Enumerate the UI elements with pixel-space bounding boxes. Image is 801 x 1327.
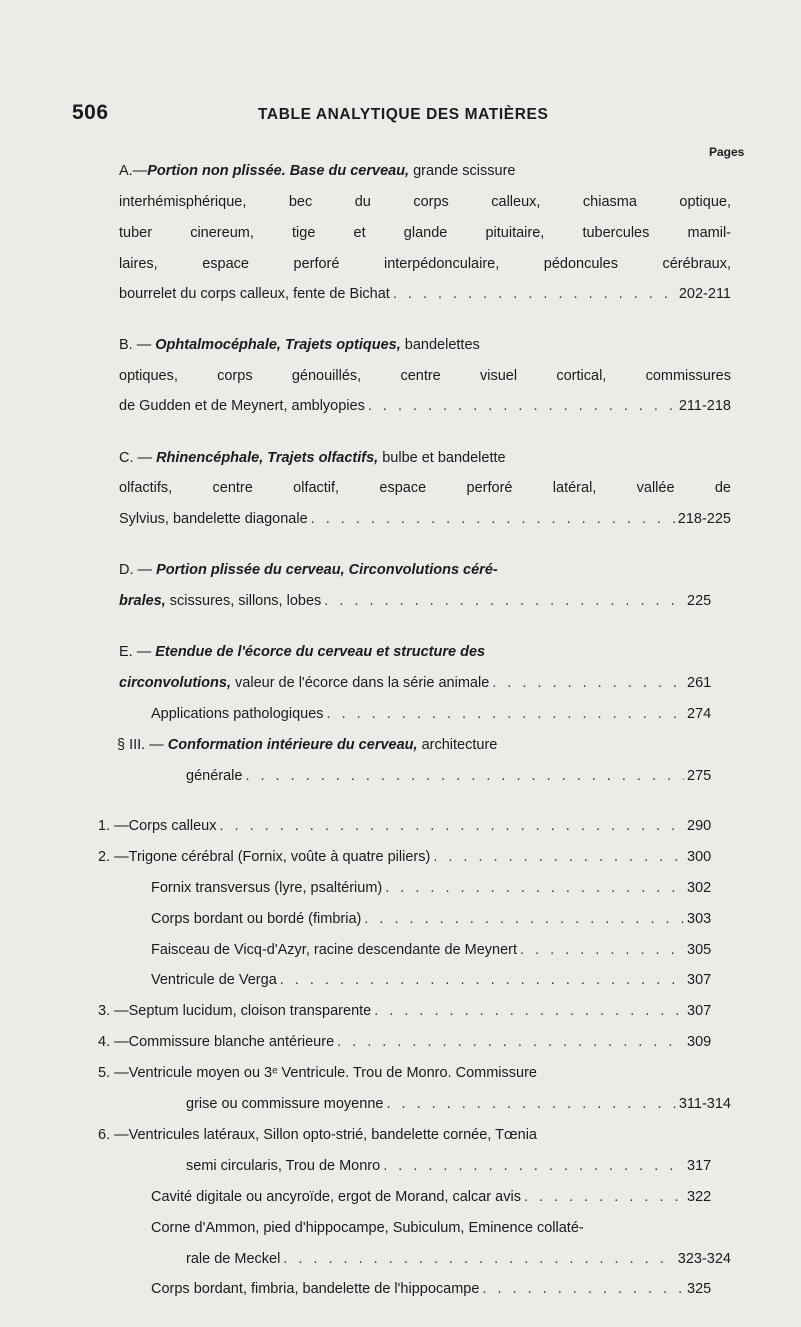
section-e-heading [119,642,731,662]
applications-entry [151,704,731,724]
entry-title: Corps calleux [128,818,217,834]
section-d-title-cont: brales, [119,593,166,609]
entry-text [98,816,216,836]
section-iii-line: architecture [417,737,498,753]
section-e-entry [119,673,731,693]
entry-title: Commissure blanche antérieure [128,1034,335,1050]
entry-title: semi circularis, Trou de Monro [186,1158,381,1174]
page-ref: 323-324 [677,1251,731,1267]
dot-leader [337,1032,684,1052]
entry-title: Corps bordant ou bordé (fimbria) [151,911,362,927]
entry-title: rale de Meckel [186,1251,281,1267]
section-c-line: olfactifs, centre olfactif, espace perforé latéral, vallée de [119,480,731,496]
dot-leader [364,909,684,929]
section-d-heading [119,560,731,580]
section-b-title: Ophtalmocéphale, Trajets optiques, [155,337,401,353]
toc-entry [98,1032,731,1052]
dot-leader [386,1094,675,1114]
page-ref: 307 [687,972,712,988]
entry-number: 6. — [98,1127,129,1143]
entry-text [98,1001,371,1021]
toc-entry: Corne d'Ammon, pied d'hippocampe, Subiculum, Eminence collaté- [151,1220,584,1236]
page-ref: 261 [687,675,712,691]
toc-entry [98,1001,731,1021]
dot-leader [311,509,675,529]
section-a-heading [119,161,731,181]
page-ref: 225 [687,593,712,609]
page-ref: 211-218 [678,398,731,414]
toc-entry [98,1125,731,1145]
section-a-line: tuber cinereum, tige et glande pituitaire, tubercules mamil- [119,225,731,241]
page-ref: 303 [687,911,712,927]
dot-leader [219,816,684,836]
running-title: TABLE ANALYTIQUE DES MATIÈRES [258,106,549,123]
section-e-title-cont: circonvolutions, [119,675,231,691]
dot-leader [324,591,684,611]
page-ref: 290 [687,818,712,834]
toc-entry [151,1187,731,1207]
section-d-title: Portion plissée du cerveau, Circonvolutions céré- [156,562,498,578]
page-ref: 311-314 [678,1096,731,1112]
section-a-line: grande scissure [409,163,516,179]
toc-entry [151,1279,731,1299]
section-a-line: laires, espace perforé interpédonculaire, pédoncules cérébraux, [119,256,731,272]
entry-number: 3. — [98,1003,129,1019]
page-ref: 274 [687,706,712,722]
page-ref: 275 [687,768,712,784]
entry-title: Septum lucidum, cloison transparente [128,1003,372,1019]
dot-leader [383,1156,684,1176]
pages-column-label: Pages [709,145,745,159]
section-a-title: Portion non plissée. Base du cerveau, [147,163,410,179]
entry-text [98,1032,334,1052]
page-ref: 322 [687,1189,712,1205]
section-d-label: D. — [119,562,157,578]
section-c-line: bulbe et bandelette [378,450,506,466]
entry-number: 1. — [98,818,129,834]
page-ref: 202-211 [678,286,731,302]
dot-leader [492,673,684,693]
entry-title: Cavité digitale ou ancyroïde, ergot de Morand, calcar avis [151,1189,521,1205]
dot-leader [393,284,676,304]
section-b-heading [119,335,731,355]
toc-entry [186,1094,731,1114]
section-b-label: B. — [119,337,156,353]
dot-leader [327,704,684,724]
entry-title: grise ou commissure moyenne [186,1096,384,1112]
section-b-line: optiques, corps génouillés, centre visuel cortical, commissures [119,368,731,384]
section-a-label: A.— [119,163,148,179]
page-ref: 300 [687,849,712,865]
entry-title: Ventricules latéraux, Sillon opto-strié, bandelette cornée, Tœnia [128,1127,537,1143]
dot-leader [280,970,684,990]
entry-title: Ventricule moyen ou 3ᵉ Ventricule. Trou de Monro. Commissure [128,1065,537,1081]
section-iii-heading [117,735,731,755]
entry-number: 2. — [98,849,129,865]
dot-leader [374,1001,684,1021]
section-e-line: valeur de l'écorce dans la série animale [231,675,490,691]
toc-entry [151,970,731,990]
section-iii-title: Conformation intérieure du cerveau, [167,737,418,753]
dot-leader [482,1279,684,1299]
dot-leader [368,396,676,416]
section-d-line: scissures, sillons, lobes [165,593,322,609]
page-ref: 325 [687,1281,712,1297]
page-ref: 218-225 [677,511,731,527]
toc-entry [98,1063,731,1083]
entry-title: Trigone cérébral (Fornix, voûte à quatre piliers) [128,849,431,865]
toc-entry [98,847,731,867]
toc-entry [151,909,731,929]
page-ref: 307 [687,1003,712,1019]
section-b-entry [119,396,731,416]
section-b-line: bandelettes [400,337,480,353]
entry-number: 4. — [98,1034,129,1050]
dot-leader [283,1249,674,1269]
section-iii-label: § III. — [117,737,168,753]
entry-text [98,847,430,867]
page-ref: 309 [687,1034,712,1050]
toc-entry [151,878,731,898]
dot-leader [433,847,684,867]
section-d-entry [119,591,731,611]
section-c-title: Rhinencéphale, Trajets olfactifs, [156,450,379,466]
entry-text: Sylvius, bandelette diagonale [119,511,308,527]
entry-number: 5. — [98,1065,129,1081]
entry-text: générale [186,768,243,784]
entry-text: bourrelet du corps calleux, fente de Bichat [119,286,390,302]
dot-leader [520,940,684,960]
entry-text [119,591,321,611]
page-ref: 302 [687,880,712,896]
section-a-entry [119,284,731,304]
section-iii-entry [186,766,731,786]
toc-entry [186,1249,731,1269]
toc-entry [151,940,731,960]
toc-entry [186,1156,731,1176]
section-c-heading [119,448,731,468]
entry-title: Ventricule de Verga [151,972,277,988]
page-ref: 305 [687,942,712,958]
dot-leader [245,766,684,786]
page-number: 506 [72,101,109,124]
toc-entry [98,816,731,836]
entry-text: Applications pathologiques [151,706,324,722]
dot-leader [524,1187,684,1207]
section-e-title: Etendue de l'écorce du cerveau et structure des [155,644,486,660]
section-c-entry [119,509,731,529]
section-a-line: interhémisphérique, bec du corps calleux, chiasma optique, [119,194,731,210]
page-ref: 317 [687,1158,712,1174]
entry-title: Corps bordant, fimbria, bandelette de l'hippocampe [151,1281,480,1297]
section-c-label: C. — [119,450,157,466]
entry-text [119,673,489,693]
entry-text: de Gudden et de Meynert, amblyopies [119,398,365,414]
dot-leader [385,878,684,898]
entry-title: Faisceau de Vicq-d'Azyr, racine descendante de Meynert [151,942,518,958]
entry-title: Fornix transversus (lyre, psaltérium) [151,880,383,896]
section-e-label: E. — [119,644,156,660]
